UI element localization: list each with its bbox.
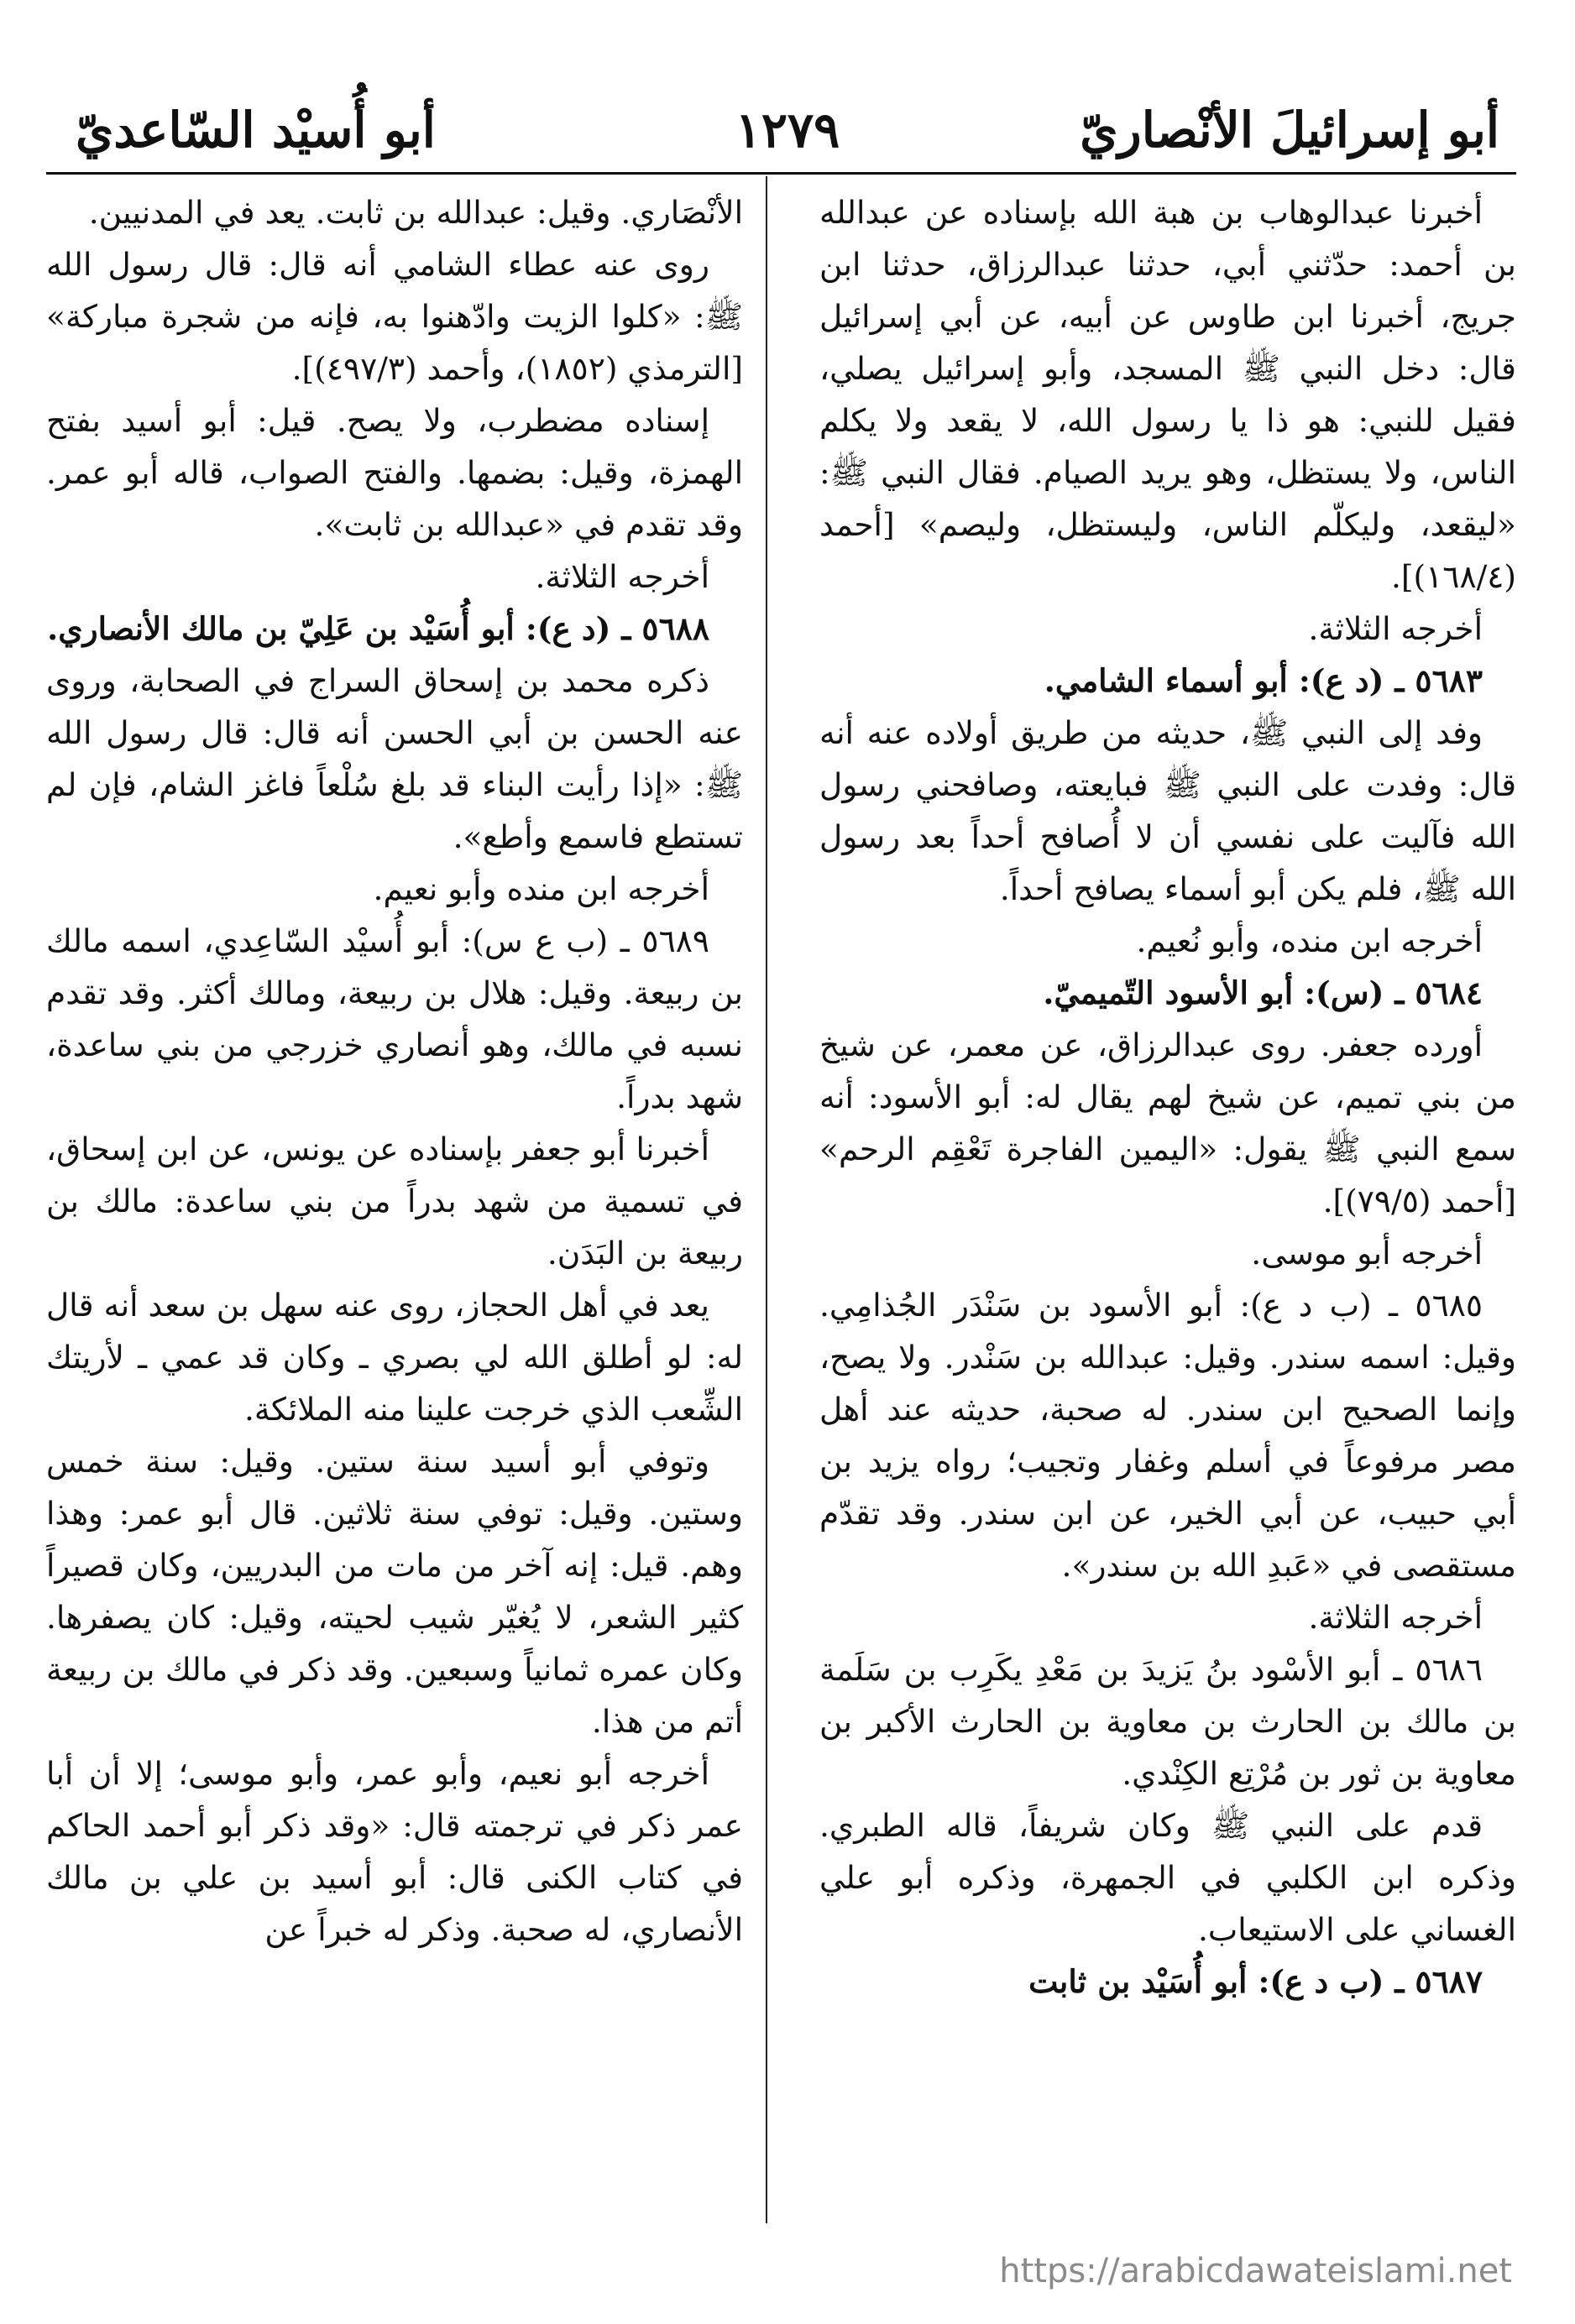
entry-paragraph: ٥٦٨٥ ـ (ب د ع): أبو الأسود بن سَنْدَر الجُذامِي. وقيل: اسمه سندر. وقيل: عبدالله بن سَنْدر. ولا يصح، وإنما الصحيح ابن سندر. له صحبة، حديثه عند أهل مصر مرفوعاً في أسلم وغفار وتجيب؛ رواه يزيد بن أبي حبيب، عن أبي الخير، عن ابن سندر. وقد تقدّم مستقصى في «عَبدِ الله بن سندر». — [819, 1287, 1516, 1584]
paragraph: يعد في أهل الحجاز، روى عنه سهل بن سعد أنه قال له: لو أطلق الله لي بصري ـ وكان قد عمي ـ لأريتك الشِّعب الذي خرجت علينا منه الملائكة. — [46, 1287, 743, 1428]
paragraph: أخرجه ابن منده، وأبو نُعيم. — [1136, 922, 1483, 959]
page-number: ١٢٧٩ — [735, 102, 840, 159]
paragraph: أخرجه الثلاثة. — [1308, 610, 1483, 647]
paragraph: قدم على النبي ﷺ وكان شريفاً، قاله الطبري. وذكره ابن الكلبي في الجمهرة، وذكره أبو علي الغساني على الاستيعاب. — [819, 1807, 1516, 1948]
entry-heading: ٥٦٨٣ ـ (د ع): أبو أسماء الشامي. — [1044, 662, 1483, 699]
paragraph: أخبرنا أبو جعفر بإسناده عن يونس، عن ابن إسحاق، في تسمية من شهد بدراً من بني ساعدة: مالك بن ربيعة بن البَدَن. — [46, 1131, 743, 1272]
entry-paragraph: ٥٦٨٦ ـ أبو الأسْود بنُ يَزيدَ بن مَعْدِ يكَرِب بن سَلَمة بن مالك بن الحارث بن معاوية بن الحارث الأكبر بن معاوية بن ثور بن مُرْتِع الكِنْدي. — [819, 1651, 1516, 1792]
left-column — [46, 186, 743, 1956]
paragraph: أخرجه الثلاثة. — [535, 558, 709, 595]
right-column — [819, 186, 1516, 2008]
entry-heading: ٥٦٨٤ ـ (س): أبو الأسود التّميميّ. — [1043, 974, 1483, 1011]
running-title-right: أبو إسرائيلَ الأنْصاريّ — [1080, 102, 1499, 159]
entry-heading: ٥٦٨٧ ـ (ب د ع): أبو أُسَيْد بن ثابت — [1028, 1963, 1483, 2000]
paragraph: أخرجه أبو نعيم، وأبو عمر، وأبو موسى؛ إلا أن أبا عمر ذكر في ترجمته قال: «وقد ذكر أبو أحمد الحاكم في كتاب الكنى قال: أبو أسيد بن علي بن مالك الأنصاري، له صحبة. وذكر له خبراً عن — [46, 1755, 743, 1948]
paragraph: ذكره محمد بن إسحاق السراج في الصحابة، وروى عنه الحسن بن أبي الحسن أنه قال: قال رسول الله ﷺ: «إذا رأيت البناء قد بلغ سُلْعاً فاغز الشام، فإن لم تستطع فاسمع وأطع». — [46, 662, 743, 855]
paragraph: أخرجه الثلاثة. — [1308, 1599, 1483, 1636]
paragraph: أخبرنا عبدالوهاب بن هبة الله بإسناده عن عبدالله بن أحمد: حدّثني أبي، حدثنا عبدالرزاق، حدثنا ابن جريج، أخبرنا ابن طاوس عن أبيه، عن أبي إسرائيل قال: دخل النبي ﷺ المسجد، وأبو إسرائيل يصلي، فقيل للنبي: هو ذا يا رسول الله، لا يقعد ولا يكلم الناس، ولا يستظل، وهو يريد الصيام. فقال النبي ﷺ: «ليقعد، وليكلّم الناس، وليستظل، وليصم» [أحمد (١٦٨/٤)]. — [819, 194, 1516, 595]
paragraph: أخرجه أبو موسى. — [1251, 1235, 1483, 1272]
page-header — [76, 92, 1499, 168]
running-title-left: أبو أُسيْد السّاعديّ — [76, 102, 436, 159]
entry-heading: ٥٦٨٨ ـ (د ع): أبو أُسَيْد بن عَلِيّ بن مالك الأنصاري. — [47, 610, 709, 647]
paragraph: وفد إلى النبي ﷺ، حديثه من طريق أولاده عنه أنه قال: وفدت على النبي ﷺ فبايعته، وصافحني رسول الله فآليت على نفسي أن لا أُصافح أحداً بعد رسول الله ﷺ، فلم يكن أبو أسماء يصافح أحداً. — [819, 714, 1516, 907]
entry-paragraph: ٥٦٨٩ ـ (ب ع س): أبو أُسيْد السّاعِدي، اسمه مالك بن ربيعة. وقيل: هلال بن ربيعة، ومالك أكثر. وقد تقدم نسبه في مالك، وهو أنصاري خزرجي من بني ساعدة، شهد بدراً. — [46, 922, 743, 1115]
paragraph: روى عنه عطاء الشامي أنه قال: قال رسول الله ﷺ: «كلوا الزيت وادّهنوا به، فإنه من شجرة مباركة» [الترمذي (١٨٥٢)، وأحمد (٤٩٧/٣)]. — [46, 246, 743, 387]
paragraph: إسناده مضطرب، ولا يصح. قيل: أبو أسيد بفتح الهمزة، وقيل: بضمها. والفتح الصواب، قاله أبو عمر. وقد تقدم في «عبدالله بن ثابت». — [46, 402, 743, 543]
paragraph: أورده جعفر. روى عبدالرزاق، عن معمر، عن شيخ من بني تميم، عن شيخ لهم يقال له: أبو الأسود: أنه سمع النبي ﷺ يقول: «اليمين الفاجرة تَعْقِم الرحم» [أحمد (٧٩/٥)]. — [819, 1026, 1516, 1219]
paragraph: وتوفي أبو أسيد سنة ستين. وقيل: سنة خمس وستين. وقيل: توفي سنة ثلاثين. قال أبو عمر: وهذا وهم. قيل: إنه آخر من مات من البدريين، وكان قصيراً كثير الشعر، لا يُغيّر شيب لحيته، وقيل: كان يصفرها. وكان عمره ثمانياً وسبعين. وقد ذكر في مالك بن ربيعة أتم من هذا. — [46, 1443, 743, 1740]
paragraph: أخرجه ابن منده وأبو نعيم. — [373, 870, 709, 907]
watermark-url: https://arabicdawateislami.net — [999, 2252, 1512, 2290]
column-divider — [766, 176, 767, 2223]
header-rule — [46, 172, 1516, 175]
paragraph: الأنْصَاري. وقيل: عبدالله بن ثابت. يعد في المدنيين. — [88, 194, 743, 231]
